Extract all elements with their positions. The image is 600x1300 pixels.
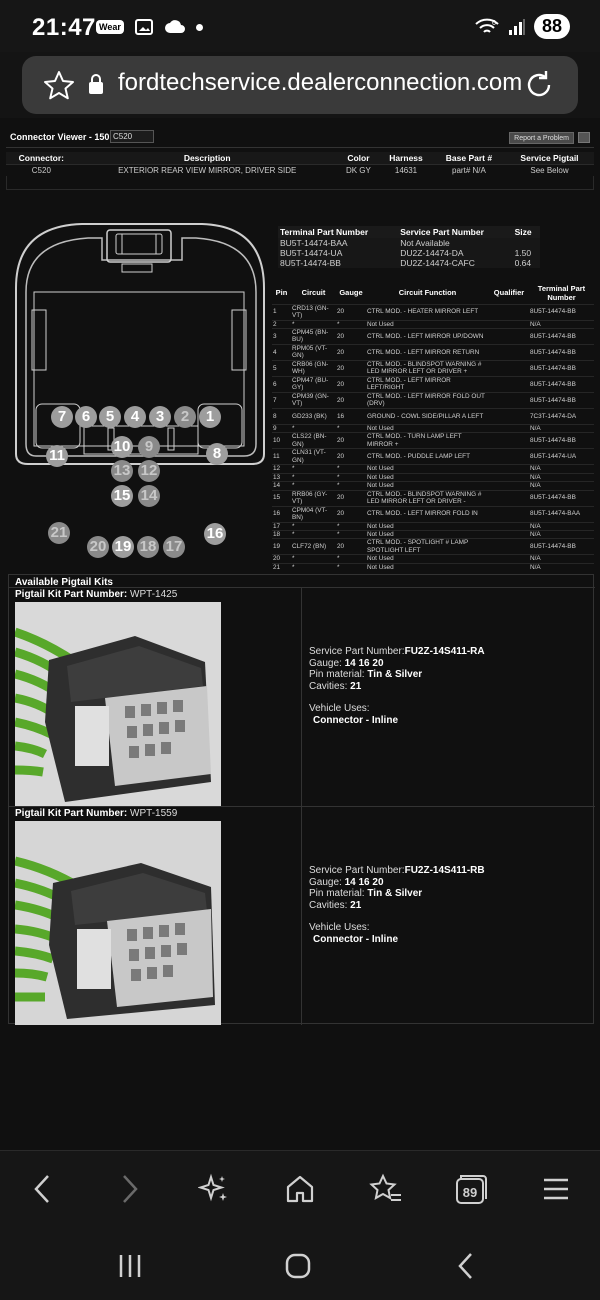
cell: 8U5T-14474-BB — [278, 258, 398, 268]
report-problem-button[interactable]: Report a Problem — [509, 132, 574, 144]
cell — [489, 376, 529, 392]
pin-6: 6 — [75, 406, 97, 428]
pin-21: 21 — [48, 522, 70, 544]
table-row — [272, 563, 594, 571]
pin-material-value: Tin & Silver — [367, 669, 423, 680]
status-bar — [0, 0, 600, 52]
col-color: Color — [338, 152, 379, 165]
cell: DU2Z-14474-DA — [398, 248, 512, 258]
cell: * — [291, 424, 336, 432]
cell: 16 — [272, 506, 291, 522]
cell: * — [336, 320, 366, 328]
system-back-button[interactable] — [446, 1248, 486, 1284]
cell: 8U5T-14474-BB — [529, 539, 594, 555]
cell: * — [336, 424, 366, 432]
back-chevron-icon — [456, 1252, 476, 1280]
cell: 20 — [336, 433, 366, 449]
cell: 20 — [336, 392, 366, 408]
table-row — [272, 328, 594, 344]
cloud-icon — [164, 20, 186, 34]
cell: * — [291, 530, 336, 538]
cell: 20 — [272, 555, 291, 563]
pin-19: 19 — [112, 536, 134, 558]
cell: 8U5T-14474-BB — [529, 344, 594, 360]
cell — [489, 490, 529, 506]
tabs-button[interactable] — [450, 1171, 490, 1207]
wifi-icon — [474, 17, 500, 37]
cell: C520 — [31, 166, 51, 175]
bookmarks-button[interactable] — [366, 1171, 406, 1207]
cell: Not Used — [366, 482, 489, 490]
cell — [489, 360, 529, 376]
connector-row — [6, 165, 594, 177]
col-terminal-part: Terminal Part Number — [278, 226, 398, 238]
home-square-icon — [284, 1252, 312, 1280]
cell: Not Available — [398, 238, 512, 248]
cell — [489, 473, 529, 481]
cell: 20 — [336, 539, 366, 555]
cell — [489, 304, 529, 320]
terminal-parts-table — [278, 226, 540, 268]
table-row — [272, 522, 594, 530]
notification-icons — [96, 18, 203, 36]
table-row — [272, 555, 594, 563]
connector-table-spacer — [6, 176, 594, 190]
cell: 8U5T-14474-BB — [529, 328, 594, 344]
pin-4: 4 — [124, 406, 146, 428]
cell: CTRL MOD. - PUDDLE LAMP LEFT — [366, 449, 489, 465]
kit-label — [15, 808, 177, 819]
vehicle-use-value: Connector - Inline — [313, 933, 398, 945]
cell: N/A — [529, 555, 594, 563]
service-part-number[interactable]: FU2Z-14S411-RA — [404, 646, 485, 657]
pigtail-kit-1 — [9, 587, 595, 805]
cell: 20 — [336, 304, 366, 320]
table-row — [272, 482, 594, 490]
cell: part# N/A — [452, 166, 486, 175]
pin-16: 16 — [204, 523, 226, 545]
connector-photo-image — [15, 602, 221, 806]
cell: CTRL MOD. - HEATER MIRROR LEFT — [366, 304, 489, 320]
kit-label-prefix: Pigtail Kit Part Number: — [15, 808, 128, 819]
cell: 20 — [336, 328, 366, 344]
gallery-icon — [134, 18, 154, 36]
pigtail-connector-photo — [15, 602, 221, 806]
connector-select[interactable]: C520 — [110, 130, 154, 143]
connector-info-table — [6, 152, 594, 176]
cell: Not Used — [366, 465, 489, 473]
service-part-label: Service Part Number: — [309, 865, 405, 876]
cell: CRD13 (GN-VT) — [291, 304, 336, 320]
pigtail-kits-title: Available Pigtail Kits — [15, 577, 113, 588]
cell: DU2Z-14474-CAFC — [398, 258, 512, 268]
cell: 3 — [272, 328, 291, 344]
page-content — [0, 118, 600, 1150]
cell: BU5T-14474-UA — [278, 248, 398, 258]
cell: 8U5T-14474-BB — [529, 490, 594, 506]
cell: CTRL MOD. - LEFT MIRROR UP/DOWN — [366, 328, 489, 344]
chevron-left-icon — [31, 1173, 53, 1205]
table-row — [272, 344, 594, 360]
pin-8: 8 — [206, 443, 228, 465]
cell: * — [291, 473, 336, 481]
cell — [489, 392, 529, 408]
table-row — [272, 539, 594, 555]
cell: * — [336, 555, 366, 563]
cell: 0.64 — [513, 258, 540, 268]
cell: 8U5T-14474-UA — [529, 449, 594, 465]
col-service-pigtail: Service Pigtail — [505, 152, 594, 165]
system-icons — [474, 14, 570, 39]
cell — [489, 465, 529, 473]
gauge-value: 14 16 20 — [344, 876, 384, 888]
cell: DK GY — [345, 166, 371, 175]
pin-material-value: Tin & Silver — [367, 888, 423, 899]
cell: 15 — [272, 490, 291, 506]
cell: See Below — [530, 166, 569, 175]
cell: Not Used — [366, 473, 489, 481]
cell: * — [336, 530, 366, 538]
home-button[interactable] — [280, 1171, 320, 1207]
lock-icon — [88, 73, 104, 95]
cell: * — [291, 522, 336, 530]
cell: * — [336, 465, 366, 473]
cell: 20 — [336, 344, 366, 360]
cell: N/A — [529, 482, 594, 490]
pin-18: 18 — [137, 536, 159, 558]
tab-count: 89 — [462, 1185, 478, 1200]
gauge-value: 14 16 20 — [344, 657, 384, 669]
home-icon — [284, 1173, 316, 1205]
cavities-value: 21 — [350, 899, 362, 911]
table-row — [272, 506, 594, 522]
vehicle-uses-label: Vehicle Uses: — [309, 922, 370, 933]
col-pin: Pin — [275, 288, 288, 298]
wear-badge: Wear — [96, 20, 124, 34]
cavities-label: Cavities: — [309, 899, 348, 911]
cell: Not Used — [366, 530, 489, 538]
gauge-label: Gauge: — [309, 657, 342, 669]
cell — [489, 449, 529, 465]
cell: CTRL MOD. - TURN LAMP LEFT MIRROR + — [366, 433, 489, 449]
cell: GD233 (BK) — [291, 408, 336, 424]
col-service-part: Service Part Number — [398, 226, 512, 238]
table-row — [278, 248, 540, 258]
cell: N/A — [529, 465, 594, 473]
cell: 8 — [272, 408, 291, 424]
cell: CPM47 (BU-GY) — [291, 376, 336, 392]
cell: N/A — [529, 320, 594, 328]
tabs-icon — [453, 1173, 487, 1205]
cell: * — [291, 465, 336, 473]
cell: RRB06 (GY-VT) — [291, 490, 336, 506]
cell: 20 — [336, 490, 366, 506]
cell — [489, 344, 529, 360]
cell: 20 — [336, 506, 366, 522]
kit-label-prefix: Pigtail Kit Part Number: — [15, 589, 128, 600]
cell: 14 — [272, 482, 291, 490]
cell: Not Used — [366, 320, 489, 328]
favorite-star-icon[interactable] — [42, 68, 76, 102]
cell: 2 — [272, 320, 291, 328]
col-circuit-function: Circuit Function — [398, 288, 457, 298]
cell: CRB06 (GN-WH) — [291, 360, 336, 376]
cell: * — [291, 563, 336, 571]
cell: * — [291, 555, 336, 563]
service-part-label: Service Part Number: — [309, 646, 405, 657]
pin-material-label: Pin material: — [309, 888, 365, 899]
vehicle-uses-label: Vehicle Uses: — [309, 703, 370, 714]
cell: 8U5T-14474-BB — [529, 360, 594, 376]
cell: N/A — [529, 563, 594, 571]
col-base-part: Base Part # — [433, 152, 505, 165]
cell: Not Used — [366, 522, 489, 530]
chevron-right-icon — [119, 1173, 141, 1205]
cell: N/A — [529, 530, 594, 538]
cell: CTRL MOD. - BLINDSPOT WARNING # LED MIRROR LEFT OR DRIVER - — [366, 490, 489, 506]
col-circuit: Circuit — [301, 288, 326, 298]
cell: 8U5T-14474-BB — [529, 304, 594, 320]
kit-details — [309, 646, 485, 726]
cell: CTRL MOD. - LEFT MIRROR FOLD OUT (DRV) — [366, 392, 489, 408]
kit-details — [309, 865, 485, 945]
cell — [489, 320, 529, 328]
kit-number: WPT-1559 — [130, 808, 178, 819]
table-row — [272, 424, 594, 432]
hamburger-menu-icon — [542, 1176, 570, 1202]
cell — [489, 408, 529, 424]
cell: * — [291, 320, 336, 328]
col-description: Description — [77, 152, 338, 165]
cell — [489, 424, 529, 432]
table-row — [272, 376, 594, 392]
url-text[interactable]: fordtechservice.dealerconnection.com — [118, 69, 523, 96]
col-harness: Harness — [379, 152, 433, 165]
col-terminal-part-number: Terminal Part Number — [537, 283, 586, 302]
pin-13: 13 — [111, 460, 133, 482]
table-row — [272, 392, 594, 408]
table-row — [278, 238, 540, 248]
browser-bottom-nav — [0, 1150, 600, 1226]
cell: Not Used — [366, 563, 489, 571]
col-size: Size — [513, 226, 540, 238]
system-nav-bar — [0, 1226, 600, 1300]
cell: 9 — [272, 424, 291, 432]
cell: CTRL MOD. - LEFT MIRROR FOLD IN — [366, 506, 489, 522]
col-gauge: Gauge — [339, 288, 363, 298]
cell: 17 — [272, 522, 291, 530]
cell: N/A — [529, 473, 594, 481]
cell — [513, 238, 540, 248]
cell: N/A — [529, 522, 594, 530]
col-connector: Connector: — [6, 152, 77, 165]
cell: Not Used — [366, 555, 489, 563]
cell: * — [336, 522, 366, 530]
signal-icon — [508, 18, 526, 36]
table-row — [272, 449, 594, 465]
cell — [489, 530, 529, 538]
cell: CTRL MOD. - BLINDSPOT WARNING # LED MIRROR LEFT OR DRIVER + — [366, 360, 489, 376]
cell: 14631 — [394, 166, 418, 175]
cell: 7 — [272, 392, 291, 408]
battery-indicator: 88 — [534, 14, 570, 39]
cell — [489, 563, 529, 571]
back-button[interactable] — [22, 1171, 62, 1207]
cell: 18 — [272, 530, 291, 538]
cell: 20 — [336, 376, 366, 392]
cell: BU5T-14474-BAA — [278, 238, 398, 248]
cell: 5 — [272, 360, 291, 376]
cell: CLS22 (BN-GN) — [291, 433, 336, 449]
cell: CPM04 (VT-BN) — [291, 506, 336, 522]
cell: * — [336, 563, 366, 571]
pigtail-kit-2 — [9, 806, 595, 1024]
cell: 1.50 — [513, 248, 540, 258]
table-row — [272, 320, 594, 328]
pigtail-connector-photo — [15, 821, 221, 1025]
cell — [489, 328, 529, 344]
cell — [489, 539, 529, 555]
pin-material-label: Pin material: — [309, 669, 365, 680]
cell: 13 — [272, 473, 291, 481]
cell: 16 — [336, 408, 366, 424]
recent-apps-button[interactable] — [110, 1248, 150, 1284]
pin-assignment-table — [272, 282, 594, 572]
cell: 1 — [272, 304, 291, 320]
cell: 7C3T-14474-DA — [529, 408, 594, 424]
table-row — [272, 473, 594, 481]
cell: 20 — [336, 449, 366, 465]
cell — [489, 522, 529, 530]
kit-divider — [301, 588, 302, 806]
cavities-label: Cavities: — [309, 680, 348, 692]
table-row — [272, 408, 594, 424]
cell — [489, 482, 529, 490]
star-list-icon — [369, 1173, 403, 1205]
cell — [489, 433, 529, 449]
cell: CTRL MOD. - LEFT MIRROR RETURN — [366, 344, 489, 360]
table-row — [278, 258, 540, 268]
kit-label — [15, 589, 177, 600]
cell: 6 — [272, 376, 291, 392]
pin-1: 1 — [199, 406, 221, 428]
pin-20: 20 — [87, 536, 109, 558]
cell: 8U5T-14474-BB — [529, 392, 594, 408]
sparkle-icon — [198, 1173, 230, 1205]
cell: N/A — [529, 424, 594, 432]
cell: CTRL MOD. - SPOTLIGHT # LAMP SPOTLIGHT LEFT — [366, 539, 489, 555]
kit-divider — [301, 807, 302, 1025]
pin-14: 14 — [138, 485, 160, 507]
cell: 12 — [272, 465, 291, 473]
service-part-number[interactable]: FU2Z-14S411-RB — [404, 865, 485, 876]
dot-icon — [196, 24, 203, 31]
pin-table-body — [272, 304, 594, 572]
forward-button[interactable] — [110, 1171, 150, 1207]
cell: * — [336, 473, 366, 481]
cell: 11 — [272, 449, 291, 465]
cell: CPM45 (BN-BU) — [291, 328, 336, 344]
print-icon[interactable] — [578, 132, 590, 143]
connector-face-diagram — [12, 218, 268, 555]
connector-outline — [12, 218, 268, 468]
pin-17: 17 — [163, 536, 185, 558]
cavities-value: 21 — [350, 680, 362, 692]
pin-2: 2 — [174, 406, 196, 428]
cell: CLN31 (VT-GN) — [291, 449, 336, 465]
cell: EXTERIOR REAR VIEW MIRROR, DRIVER SIDE — [118, 166, 297, 175]
pin-12: 12 — [138, 460, 160, 482]
table-row — [272, 433, 594, 449]
cell: RPM05 (VT-GN) — [291, 344, 336, 360]
table-row — [272, 490, 594, 506]
pin-3: 3 — [149, 406, 171, 428]
recent-apps-icon — [117, 1253, 143, 1279]
table-row — [272, 360, 594, 376]
url-bar[interactable] — [22, 56, 578, 114]
cell: CTRL MOD. - LEFT MIRROR LEFT/RIGHT — [366, 376, 489, 392]
pigtail-kits-section — [8, 574, 594, 1024]
pin-9: 9 — [138, 436, 160, 458]
connector-viewer-bar — [6, 128, 594, 148]
pin-5: 5 — [99, 406, 121, 428]
pin-15: 15 — [111, 485, 133, 507]
cell — [489, 555, 529, 563]
connector-photo-image — [15, 821, 221, 1025]
cell: * — [336, 482, 366, 490]
cell: Not Used — [366, 424, 489, 432]
pin-11: 11 — [46, 445, 68, 467]
cell: * — [291, 482, 336, 490]
cell: 21 — [272, 563, 291, 571]
cell: CLF72 (BN) — [291, 539, 336, 555]
col-qualifier: Qualifier — [493, 288, 525, 298]
cell: 10 — [272, 433, 291, 449]
ai-sparkle-button[interactable] — [194, 1171, 234, 1207]
cell: GROUND - COWL SIDE/PILLAR A LEFT — [366, 408, 489, 424]
cell: CPM39 (GN-VT) — [291, 392, 336, 408]
gauge-label: Gauge: — [309, 876, 342, 888]
cell — [489, 506, 529, 522]
svg-text:6: 6 — [491, 19, 496, 27]
pin-10: 10 — [111, 436, 133, 458]
cell: 20 — [336, 360, 366, 376]
cell: 8U5T-14474-BB — [529, 376, 594, 392]
table-row — [272, 304, 594, 320]
cell: 4 — [272, 344, 291, 360]
menu-button[interactable] — [536, 1171, 576, 1207]
table-row — [272, 530, 594, 538]
vehicle-use-value: Connector - Inline — [313, 714, 398, 726]
kit-number: WPT-1425 — [130, 589, 178, 600]
cell: 19 — [272, 539, 291, 555]
table-row — [272, 465, 594, 473]
cell: 8U5T-14474-BAA — [529, 506, 594, 522]
clock: 21:47 — [32, 14, 96, 41]
pin-7: 7 — [51, 406, 73, 428]
system-home-button[interactable] — [278, 1248, 318, 1284]
reload-icon[interactable] — [522, 68, 556, 102]
cell: 8U5T-14474-BB — [529, 433, 594, 449]
viewer-title: Connector Viewer - 150 — [10, 132, 110, 142]
